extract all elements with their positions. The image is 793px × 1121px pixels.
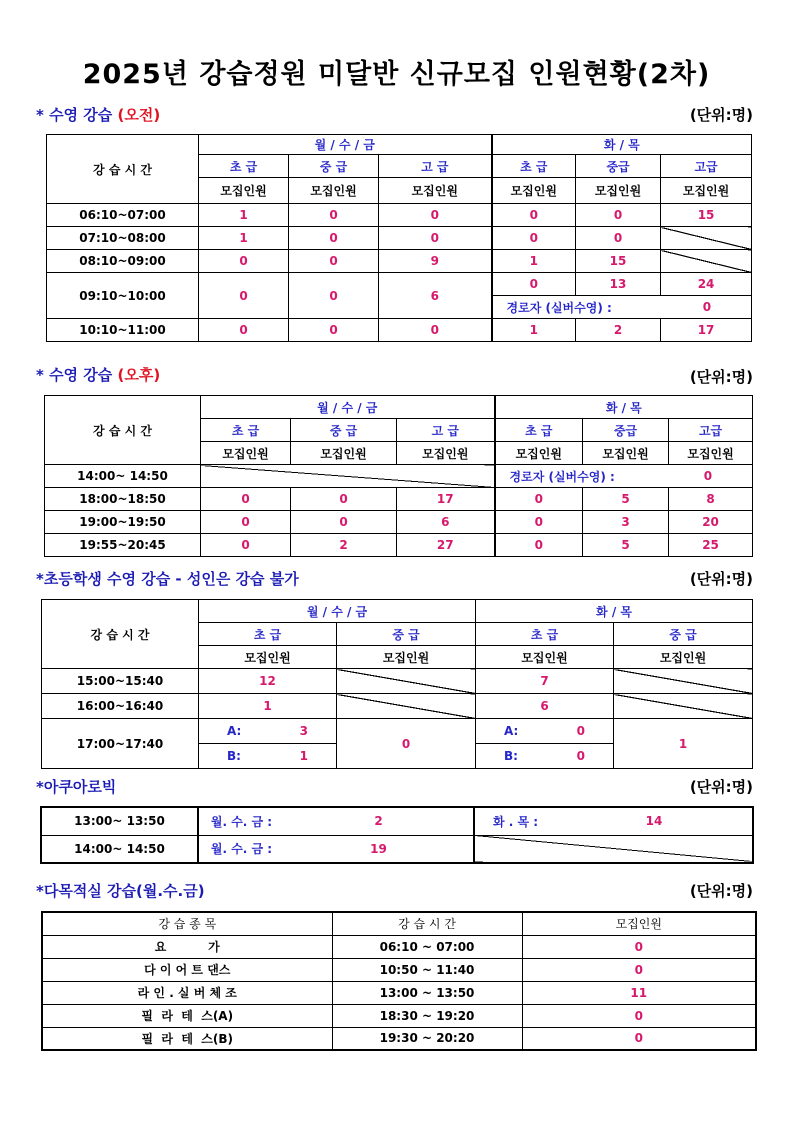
group-a-cell xyxy=(199,719,337,744)
value-cell: 1 xyxy=(492,250,576,273)
silver-row xyxy=(45,465,753,488)
time-header: 강 습 시 간 xyxy=(45,396,201,465)
program-name: 다 이 어 트 댄스 xyxy=(42,958,332,981)
aqua-table xyxy=(40,806,754,864)
b-label: B: xyxy=(227,749,241,763)
value-cell: 0 xyxy=(522,1004,756,1027)
value-cell: 0 xyxy=(576,227,661,250)
silver-cell xyxy=(495,465,753,488)
empty-cell-diagonal xyxy=(614,669,753,694)
page-title: 2025년 강습정원 미달반 신규모집 인원현황(2차) xyxy=(82,59,711,90)
table-row xyxy=(42,958,756,981)
unit-label: (단위:명) xyxy=(689,368,753,386)
group-a-cell xyxy=(476,719,614,744)
heading-text: * 수영 강습 xyxy=(36,106,118,124)
value-cell: 17 xyxy=(397,488,495,511)
sub-header: 모집인원 xyxy=(583,442,669,465)
value-cell: 6 xyxy=(476,694,614,719)
value-cell: 1 xyxy=(614,719,753,769)
silver-cell xyxy=(492,296,752,319)
value-cell: 1 xyxy=(199,227,289,250)
b-label: B: xyxy=(504,749,518,763)
value-cell: 0 xyxy=(201,511,291,534)
sub-header: 모집인원 xyxy=(289,178,379,204)
value-cell: 0 xyxy=(495,534,583,557)
level: 고 급 xyxy=(397,419,495,442)
value-cell: 11 xyxy=(522,981,756,1004)
time-cell: 06:10 ~ 07:00 xyxy=(332,935,522,958)
sub-header: 모집인원 xyxy=(661,178,752,204)
value-cell: 17 xyxy=(661,319,752,342)
swim-pm-table xyxy=(44,395,753,557)
time-cell: 14:00~ 14:50 xyxy=(41,835,198,863)
table-row xyxy=(47,204,752,227)
table-row xyxy=(47,227,752,250)
section-heading-aqua: *아쿠아로빅 xyxy=(36,778,117,796)
level: 고급 xyxy=(661,155,752,178)
silver-value: 0 xyxy=(702,300,712,314)
section-heading-swim-am xyxy=(36,104,160,125)
time-cell: 13:00~ 13:50 xyxy=(41,807,198,835)
sub-header: 모집인원 xyxy=(337,646,476,669)
value-cell: 1 xyxy=(199,204,289,227)
table-row xyxy=(45,534,753,557)
level: 초 급 xyxy=(201,419,291,442)
value-cell: 13 xyxy=(576,273,661,296)
empty-cell-diagonal xyxy=(201,465,495,488)
column-header: 강 습 종 목 xyxy=(42,912,332,935)
empty-cell-diagonal xyxy=(474,835,753,863)
value-cell: 2 xyxy=(291,534,397,557)
sub-header: 모집인원 xyxy=(199,646,337,669)
silver-label: 경로자 (실버수영) : xyxy=(506,300,612,315)
table-row xyxy=(41,807,753,835)
a-value: 3 xyxy=(299,724,308,738)
value-cell: 0 xyxy=(379,204,492,227)
time-cell: 14:00~ 14:50 xyxy=(45,465,201,488)
program-name: 필 라 테 스(B) xyxy=(42,1027,332,1050)
time-cell: 19:30 ~ 20:20 xyxy=(332,1027,522,1050)
silver-value: 0 xyxy=(703,469,713,483)
time-cell: 10:10~11:00 xyxy=(47,319,199,342)
time-cell: 19:00~19:50 xyxy=(45,511,201,534)
unit-label: (단위:명) xyxy=(689,570,753,588)
table-row xyxy=(47,250,752,273)
group-b-cell xyxy=(476,744,614,769)
kids-table xyxy=(41,599,753,769)
time-cell: 18:00~18:50 xyxy=(45,488,201,511)
value-cell: 12 xyxy=(199,669,337,694)
value-cell: 0 xyxy=(291,511,397,534)
unit-label: (단위:명) xyxy=(689,778,753,796)
value-cell: 0 xyxy=(199,250,289,273)
group-mwf: 월 / 수 / 금 xyxy=(201,396,495,419)
value-cell: 0 xyxy=(576,204,661,227)
table-row xyxy=(45,511,753,534)
level: 중급 xyxy=(576,155,661,178)
value-cell: 0 xyxy=(522,958,756,981)
level: 중 급 xyxy=(337,623,476,646)
value-cell: 7 xyxy=(476,669,614,694)
value-cell: 20 xyxy=(669,511,753,534)
empty-cell-diagonal xyxy=(661,227,752,250)
sub-header: 모집인원 xyxy=(614,646,753,669)
section-heading-multi: *다목적실 강습(월.수.금) xyxy=(36,882,205,900)
value-cell: 0 xyxy=(199,273,289,319)
time-header: 강 습 시 간 xyxy=(47,135,199,204)
time-cell: 15:00~15:40 xyxy=(42,669,199,694)
time-cell: 09:10~10:00 xyxy=(47,273,199,319)
table-row xyxy=(47,319,752,342)
value-cell: 15 xyxy=(576,250,661,273)
group-tt: 화 / 목 xyxy=(495,396,753,419)
value-cell: 0 xyxy=(379,227,492,250)
sub-header: 모집인원 xyxy=(669,442,753,465)
level: 초 급 xyxy=(492,155,576,178)
empty-cell-diagonal xyxy=(614,694,753,719)
empty-cell-diagonal xyxy=(661,250,752,273)
time-cell: 10:50 ~ 11:40 xyxy=(332,958,522,981)
time-cell: 17:00~17:40 xyxy=(42,719,199,769)
table-row xyxy=(45,488,753,511)
program-name: 필 라 테 스(A) xyxy=(42,1004,332,1027)
level: 고 급 xyxy=(379,155,492,178)
time-cell: 08:10~09:00 xyxy=(47,250,199,273)
sub-header: 모집인원 xyxy=(379,178,492,204)
value-cell: 0 xyxy=(201,488,291,511)
value-cell: 0 xyxy=(492,227,576,250)
group-mwf: 월 / 수 / 금 xyxy=(199,600,476,623)
sub-header: 모집인원 xyxy=(201,442,291,465)
sub-header: 모집인원 xyxy=(492,178,576,204)
time-cell: 18:30 ~ 19:20 xyxy=(332,1004,522,1027)
sub-header: 모집인원 xyxy=(476,646,614,669)
value-cell: 2 xyxy=(576,319,661,342)
value-cell: 0 xyxy=(289,250,379,273)
time-cell: 19:55~20:45 xyxy=(45,534,201,557)
column-header: 강 습 시 간 xyxy=(332,912,522,935)
silver-label: 경로자 (실버수영) : xyxy=(509,469,615,484)
value-cell: 15 xyxy=(661,204,752,227)
section-heading-kids: *초등학생 수영 강습 - 성인은 강습 불가 xyxy=(36,570,299,588)
unit-label: (단위:명) xyxy=(689,106,753,124)
heading-text: * 수영 강습 xyxy=(36,366,118,384)
b-value: 0 xyxy=(576,749,586,763)
swim-am-table xyxy=(46,134,752,342)
value-cell: 0 xyxy=(337,719,476,769)
group-mwf: 월 / 수 / 금 xyxy=(199,135,492,155)
group-b-cell xyxy=(199,744,337,769)
table-row xyxy=(41,835,753,863)
section-heading-swim-pm xyxy=(36,364,160,385)
value-cell: 2 xyxy=(284,807,474,835)
table-row xyxy=(42,694,753,719)
unit-label: (단위:명) xyxy=(689,882,753,900)
level: 중 급 xyxy=(614,623,753,646)
days-label: 월. 수. 금 : xyxy=(198,807,284,835)
days-label: 월. 수. 금 : xyxy=(198,835,284,863)
table-row xyxy=(42,669,753,694)
value-cell: 5 xyxy=(583,488,669,511)
group-tt: 화 / 목 xyxy=(492,135,752,155)
empty-cell-diagonal xyxy=(337,669,476,694)
time-cell: 07:10~08:00 xyxy=(47,227,199,250)
value-cell: 0 xyxy=(291,488,397,511)
a-value: 0 xyxy=(576,724,586,738)
value-cell: 0 xyxy=(495,511,583,534)
value-cell: 0 xyxy=(495,488,583,511)
value-cell: 0 xyxy=(522,935,756,958)
value-cell: 1 xyxy=(492,319,576,342)
table-row xyxy=(42,935,756,958)
value-cell: 19 xyxy=(284,835,474,863)
value-cell: 1 xyxy=(199,694,337,719)
value-cell: 0 xyxy=(289,204,379,227)
time-cell: 13:00 ~ 13:50 xyxy=(332,981,522,1004)
value-cell: 25 xyxy=(669,534,753,557)
value-cell: 14 xyxy=(556,807,753,835)
sub-header: 모집인원 xyxy=(495,442,583,465)
value-cell: 9 xyxy=(379,250,492,273)
value-cell: 0 xyxy=(289,273,379,319)
value-cell: 24 xyxy=(661,273,752,296)
value-cell: 0 xyxy=(289,227,379,250)
value-cell: 27 xyxy=(397,534,495,557)
program-name: 요 가 xyxy=(42,935,332,958)
value-cell: 0 xyxy=(492,273,576,296)
level: 초 급 xyxy=(476,623,614,646)
value-cell: 6 xyxy=(397,511,495,534)
days-label: 화 . 목 : xyxy=(474,807,556,835)
a-label: A: xyxy=(504,724,519,738)
time-header: 강 습 시 간 xyxy=(42,600,199,669)
heading-time-of-day: (오전) xyxy=(117,106,161,124)
level: 초 급 xyxy=(495,419,583,442)
group-tt: 화 / 목 xyxy=(476,600,753,623)
multi-table xyxy=(41,911,757,1051)
b-value: 1 xyxy=(299,749,308,763)
table-row xyxy=(47,273,752,296)
table-row xyxy=(42,719,753,744)
value-cell: 0 xyxy=(201,534,291,557)
program-name: 라 인 . 실 버 체 조 xyxy=(42,981,332,1004)
table-row xyxy=(42,981,756,1004)
sub-header: 모집인원 xyxy=(576,178,661,204)
heading-time-of-day: (오후) xyxy=(117,366,161,384)
table-row xyxy=(42,1027,756,1050)
value-cell: 0 xyxy=(199,319,289,342)
sub-header: 모집인원 xyxy=(291,442,397,465)
empty-cell-diagonal xyxy=(337,694,476,719)
value-cell: 6 xyxy=(379,273,492,319)
sub-header: 모집인원 xyxy=(199,178,289,204)
value-cell: 0 xyxy=(289,319,379,342)
value-cell: 0 xyxy=(492,204,576,227)
level: 초 급 xyxy=(199,155,289,178)
value-cell: 0 xyxy=(379,319,492,342)
level: 중 급 xyxy=(291,419,397,442)
column-header: 모집인원 xyxy=(522,912,756,935)
value-cell: 3 xyxy=(583,511,669,534)
level: 중급 xyxy=(583,419,669,442)
time-cell: 16:00~16:40 xyxy=(42,694,199,719)
value-cell: 8 xyxy=(669,488,753,511)
table-row xyxy=(42,1004,756,1027)
sub-header: 모집인원 xyxy=(397,442,495,465)
value-cell: 0 xyxy=(522,1027,756,1050)
level: 초 급 xyxy=(199,623,337,646)
a-label: A: xyxy=(227,724,242,738)
value-cell: 5 xyxy=(583,534,669,557)
time-cell: 06:10~07:00 xyxy=(47,204,199,227)
level: 고급 xyxy=(669,419,753,442)
level: 중 급 xyxy=(289,155,379,178)
